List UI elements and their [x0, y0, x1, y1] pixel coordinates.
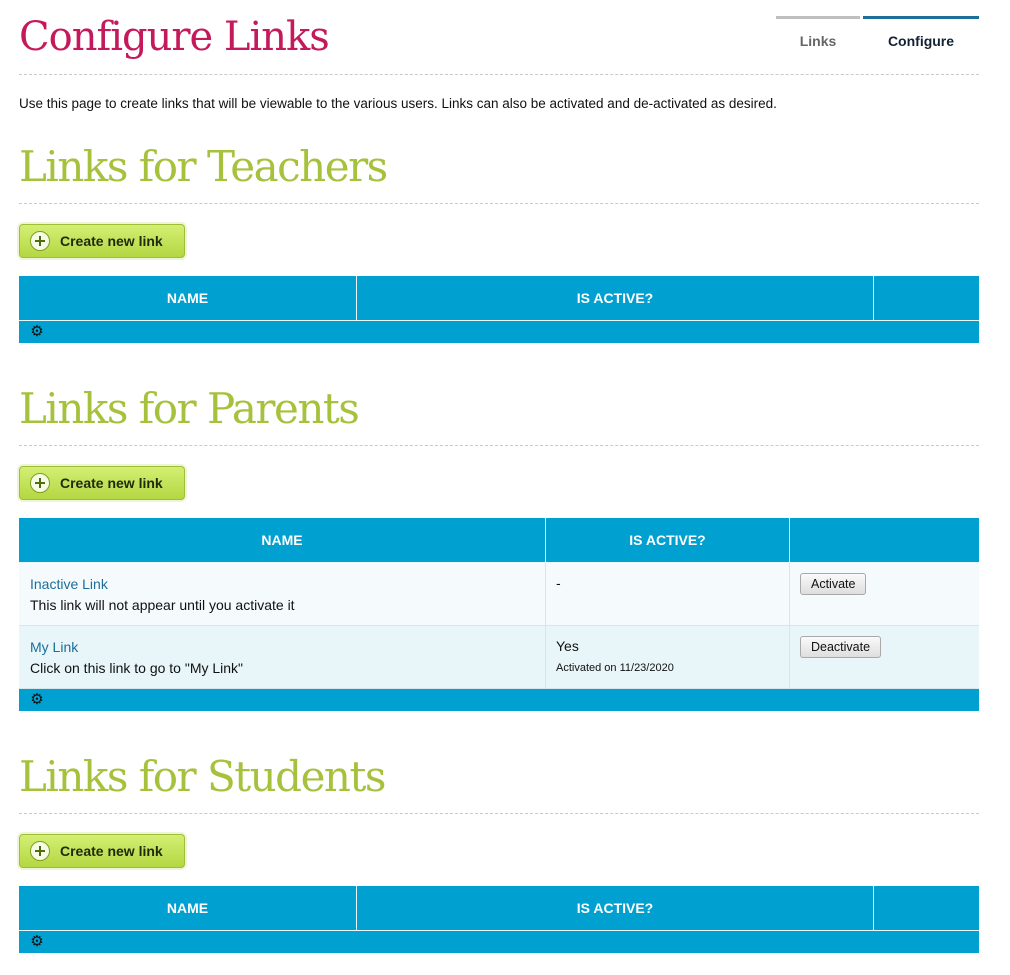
table-footer: [19, 931, 979, 953]
table-footer: [19, 689, 979, 711]
column-header-actions: [874, 886, 979, 930]
column-header-name[interactable]: NAME: [19, 886, 357, 930]
table-row: [19, 563, 979, 626]
link-name[interactable]: Inactive Link: [30, 576, 108, 592]
create-new-link-label: Create new link: [60, 843, 163, 859]
page-title: Configure Links: [19, 14, 329, 60]
section-title-students: Links for Students: [19, 752, 385, 801]
column-header-is-active[interactable]: IS ACTIVE?: [357, 276, 874, 320]
create-new-link-button-students[interactable]: [19, 834, 185, 868]
gear-icon[interactable]: ⚙: [30, 323, 44, 340]
section-divider-teachers: [19, 203, 979, 204]
intro-text: Use this page to create links that will be viewable to the various users. Links can also be activated and de-activated as desired.: [19, 96, 777, 111]
create-new-link-button-parents[interactable]: [19, 466, 185, 500]
action-cell: [790, 626, 979, 688]
activated-date: Activated on 11/23/2020: [556, 662, 674, 674]
links-table-parents: [19, 518, 979, 711]
action-cell: [790, 563, 979, 625]
active-status: -: [556, 575, 561, 591]
section-divider-parents: [19, 445, 979, 446]
title-divider: [19, 74, 979, 75]
tab-configure[interactable]: Configure: [863, 16, 979, 56]
active-status: Yes: [556, 638, 579, 654]
create-new-link-label: Create new link: [60, 475, 163, 491]
deactivate-button[interactable]: Deactivate: [800, 636, 881, 658]
column-header-actions: [790, 518, 979, 562]
create-new-link-button-teachers[interactable]: [19, 224, 185, 258]
column-header-name[interactable]: NAME: [19, 518, 546, 562]
section-divider-students: [19, 813, 979, 814]
column-header-actions: [874, 276, 979, 320]
gear-icon[interactable]: ⚙: [30, 933, 44, 950]
tab-links[interactable]: Links: [776, 16, 860, 56]
section-title-teachers: Links for Teachers: [19, 142, 387, 191]
is-active-cell: [546, 626, 790, 688]
column-header-is-active[interactable]: IS ACTIVE?: [546, 518, 790, 562]
links-table-teachers: [19, 276, 979, 343]
link-description: Click on this link to go to "My Link": [30, 660, 244, 676]
create-new-link-label: Create new link: [60, 233, 163, 249]
plus-icon: [30, 231, 50, 251]
plus-icon: [30, 473, 50, 493]
column-header-name[interactable]: NAME: [19, 276, 357, 320]
column-header-is-active[interactable]: IS ACTIVE?: [357, 886, 874, 930]
link-description: This link will not appear until you activate it: [30, 597, 295, 613]
activate-button[interactable]: Activate: [800, 573, 866, 595]
name-cell: [19, 563, 546, 625]
name-cell: [19, 626, 546, 688]
links-table-students: [19, 886, 979, 953]
table-header: [19, 518, 979, 563]
plus-icon: [30, 841, 50, 861]
table-row: [19, 626, 979, 689]
link-name[interactable]: My Link: [30, 639, 79, 655]
section-title-parents: Links for Parents: [19, 384, 359, 433]
table-header: [19, 276, 979, 321]
table-footer: [19, 321, 979, 343]
table-header: [19, 886, 979, 931]
gear-icon[interactable]: ⚙: [30, 691, 44, 708]
is-active-cell: [546, 563, 790, 625]
